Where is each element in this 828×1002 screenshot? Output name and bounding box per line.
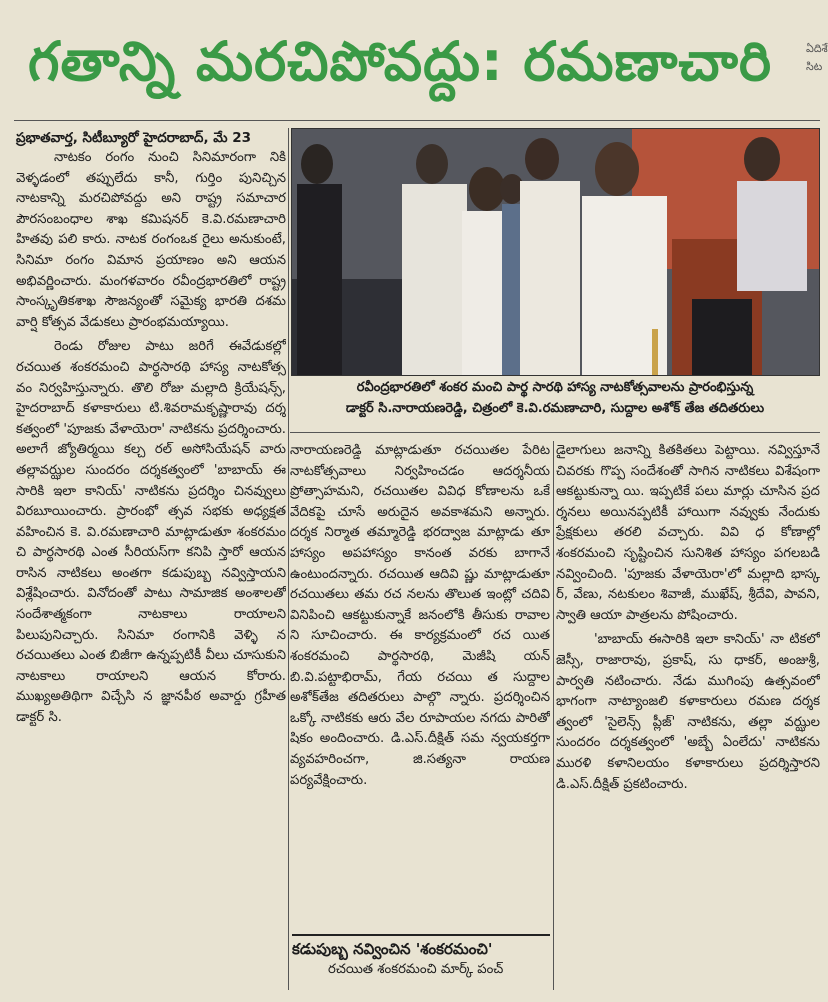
paragraph: డైలాగులు జనాన్ని కితకితలు పెట్టాయి. నవ్విస్తూనే చివరకు గొప్ప సందేశంతో సాగిన నాటికలు విశేషంగా ఆకట్టుకున్నా యి. ఇప్పటికే పలు మార్లు చూసిన ప్రద ర్శనలు అయినప్పటికీ హాయిగా నవ్వుకు నేందుకు ప్రేక్షకులు తరలి వచ్చారు. వివి ధ కోణాల్లో శంకరమంచి సృష్టించిన సునిశిత హాస్యం పగలబడి నవ్వించింది. 'పూజకు వేళాయెరా'లో మల్లాది భాస్క ర్, వేణు, నటకులం శివాజీ, ముఖేష్, శ్రీదేవి, పావని, స్వాతి ఆయా పాత్రలను పోషించారు. — [556, 443, 820, 623]
caption-divider — [290, 432, 820, 433]
paragraph: రచయిత శంకరమంచి మార్క్ పంచ్ — [328, 962, 504, 977]
caption-line-2: డాక్టర్ సి.నారాయణరెడ్డి, చిత్రంలో కె.వి.రమణాచారి, సుద్దాల అశోక్ తేజ తదితరులు — [345, 401, 765, 416]
headline: గతాన్ని మరచిపోవద్దు: రమణాచారి — [28, 30, 773, 93]
adjacent-article-fragment: ఏదిశే సిట — [806, 42, 828, 73]
photo-caption — [292, 377, 818, 419]
column-divider — [553, 441, 554, 990]
event-photo — [291, 128, 820, 376]
article-column-2 — [290, 441, 550, 861]
subheading: కడుపుబ్బ నవ్వించిన 'శంకరమంచి' — [292, 934, 550, 960]
lamp-lighting-photo — [292, 129, 819, 375]
caption-line-1: రవీంద్రభారతిలో శంకర మంచి పార్థ సారథి హాస్య నాటకోత్సవాలను ప్రారంభిస్తున్న — [356, 380, 754, 395]
paragraph: నాటకం రంగం నుంచి సినిమారంగా నికి వెళ్ళడంలో తప్పులేదు కానీ, గుర్తిం పునిచ్చిన నాటకాన్ని మరచిపోవద్దు అని రాష్ట్ర సమాచార పౌరసంబంధాల శాఖ కమిషనర్ కె.వి.రమణాచారి హితవు పలి కారు. నాటక రంగంఒక రైలు అనుకుంటే, సినిమా రంగం విమాన ప్రయాణం అని ఆయన అభివర్ణించారు. మంగళవారం రవీంద్రభారతిలో రాష్ట్ర సాంస్కృతికశాఖ సౌజన్యంతో సమైక్య భారతి దశమ వార్షి కోత్సవ వేడుకలు ప్రారంభమయ్యాయి. — [16, 150, 286, 330]
paragraph: 'బాబాయ్ ఈసారికి ఇలా కానియ్' నా టికలో జెస్సీ, రాజారావు, ప్రకాష్, సు ధాకర్, అంజుశ్రీ, పార్వతి నటించారు. నేడు ముగింపు ఉత్సవంలో భాగంగా నాట్యాంజలి కళాకారులు రమణ దర్శక త్వంలో 'సైలెన్స్ ప్లీజ్' నాటికను, తల్లా వఝ్ఝల సుందరం దర్శకత్వంలో 'అబ్బే ఏంలేదు' నాటికను మురళి కళానిలయం కళాకారులు ప్రదర్శిస్తారని డి.ఎస్.దీక్షిత్ ప్రకటించారు. — [556, 632, 820, 792]
dateline: ప్రభాతవార్త, సిటీబ్యూరో హైదరాబాద్, మే 23 — [16, 130, 252, 146]
article-column-3 — [556, 441, 820, 981]
article-column-1 — [16, 148, 286, 998]
paragraph: నారాయణరెడ్డి మాట్లాడుతూ రచయితల పేరిట నాటకోత్సవాలు నిర్వహించడం ఆదర్శనీయ ప్రోత్సాహమని, రచయితల వివిధ కోణాలను ఒకే వేదికపై చూసే అరుదైన అవకాశమని అన్నారు. దర్శక నిర్మాత తమ్మారెడ్డి భరద్వాజ మాట్లాడు తూ హాస్యం అపహాస్యం కానంత వరకు బాగానే ఉంటుందన్నారు. రచయిత ఆదివి ష్ణు మాట్లాడుతూ రచయితలు తమ రచ నలను తొలుత ఇంట్లో చదివి వినిపించి ఆకట్టుకున్నాకే జనంలోకి తీసుకు రావాల ని సూచించారు. ఈ కార్యక్రమంలో రచ యిత శంకరమంచి పార్థసారథి, మెజీషి యన్ బి.వి.పట్టాభిరామ్, గేయ రచయి త సుద్దాల అశోక్‌తేజ తదితరులు పాల్గొ న్నారు. ప్రదర్శించిన ఒక్కో నాటికకు ఆరు వేల రూపాయల నగదు పారితో షికం అందించారు. డి.ఎస్.దీక్షిత్ సమ న్వయకర్తగా వ్యవహరించగా, జి.సత్యనా రాయణ పర్యవేక్షించారు. — [290, 443, 550, 788]
paragraph: రెండు రోజుల పాటు జరిగే ఈవేడుకల్లో రచయిత శంకరమంచి పార్థసారథి హాస్య నాటకోత్స వం నిర్వహిస్తున్నారు. తొలి రోజు మల్లాది క్రియేషన్స్, హైదరాబాద్ కళాకారులు టి.శివరామకృష్ణారావు దర్శ కత్వంలో 'పూజకు వేళాయెరా' నాటికను ప్రదర్శించారు. అలాగే జ్యోతిర్మయి కల్చ రల్ అసోసియేషన్ వారు తల్లావఝ్ఝల సుందరం దర్శకత్వంలో 'బాబాయ్ ఈ సారికి ఇలా కానియ్' నాటికను ప్రదర్శిం చినవ్వులు విరబూయించారు. ప్రారంభో త్సవ సభకు అధ్యక్షత వహించిన కె. వి.రమణాచారి మాట్లాడుతూ శంకరమం చి పార్థసారథి ఎంత సీరియస్‌గా కనిపి స్తారో ఆయన రాసిన నాటికలు అంతగా కడుపుబ్బ నవ్విస్తాయని విశ్లేషించారు. వినోదంతో పాటు సామాజిక అంశాలతో సందేశాత్మకంగా నాటకాలు రాయాలని పిలుపునిచ్చారు. సినిమా రంగానికి వెళ్ళి న రచయితలు ఎంత బిజీగా ఉన్నప్పటికీ వీలు చూసుకుని నాటకాలు రాయాలని ఆయన కోరారు. ముఖ్యఅతిథిగా విచ్చేసి న జ్ఞానపీఠ అవార్డు గ్రహీత డాక్టర్ సి. — [16, 339, 286, 726]
headline-divider — [14, 120, 820, 121]
column-divider — [288, 128, 289, 990]
article-column-2-continued — [290, 960, 550, 996]
